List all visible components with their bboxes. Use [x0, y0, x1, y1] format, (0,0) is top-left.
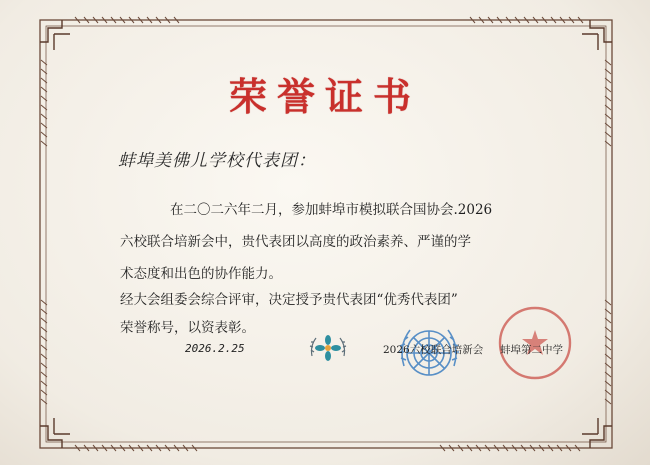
body-line-3: 术态度和出色的协作能力。: [120, 266, 282, 282]
recipient-name: 蚌埠美佛儿学校代表团：: [118, 151, 316, 171]
six-school-conference-logo-icon: [306, 326, 350, 370]
issuing-school: 蚌埠第二中学: [500, 344, 563, 356]
co-signer-conference: 2026六校联合培新会: [383, 344, 484, 356]
body-line-1: 在二〇二六年二月，参加蚌埠市模拟联合国协会.2026: [170, 202, 493, 218]
corner-ornament: [40, 20, 70, 50]
body-line-5: 荣誉称号，以资表彰。: [120, 320, 255, 336]
body-line-4: 经大会组委会综合评审，决定授予贵代表团“优秀代表团”: [120, 292, 458, 308]
corner-ornament: [582, 20, 612, 50]
corner-ornament: [40, 418, 70, 448]
issue-date: 2026.2.25: [185, 342, 245, 355]
certificate-title: 荣誉证书: [228, 74, 421, 119]
body-line-2: 六校联合培新会中，贵代表团以高度的政治素养、严谨的学: [120, 234, 471, 250]
corner-ornament: [582, 418, 612, 448]
